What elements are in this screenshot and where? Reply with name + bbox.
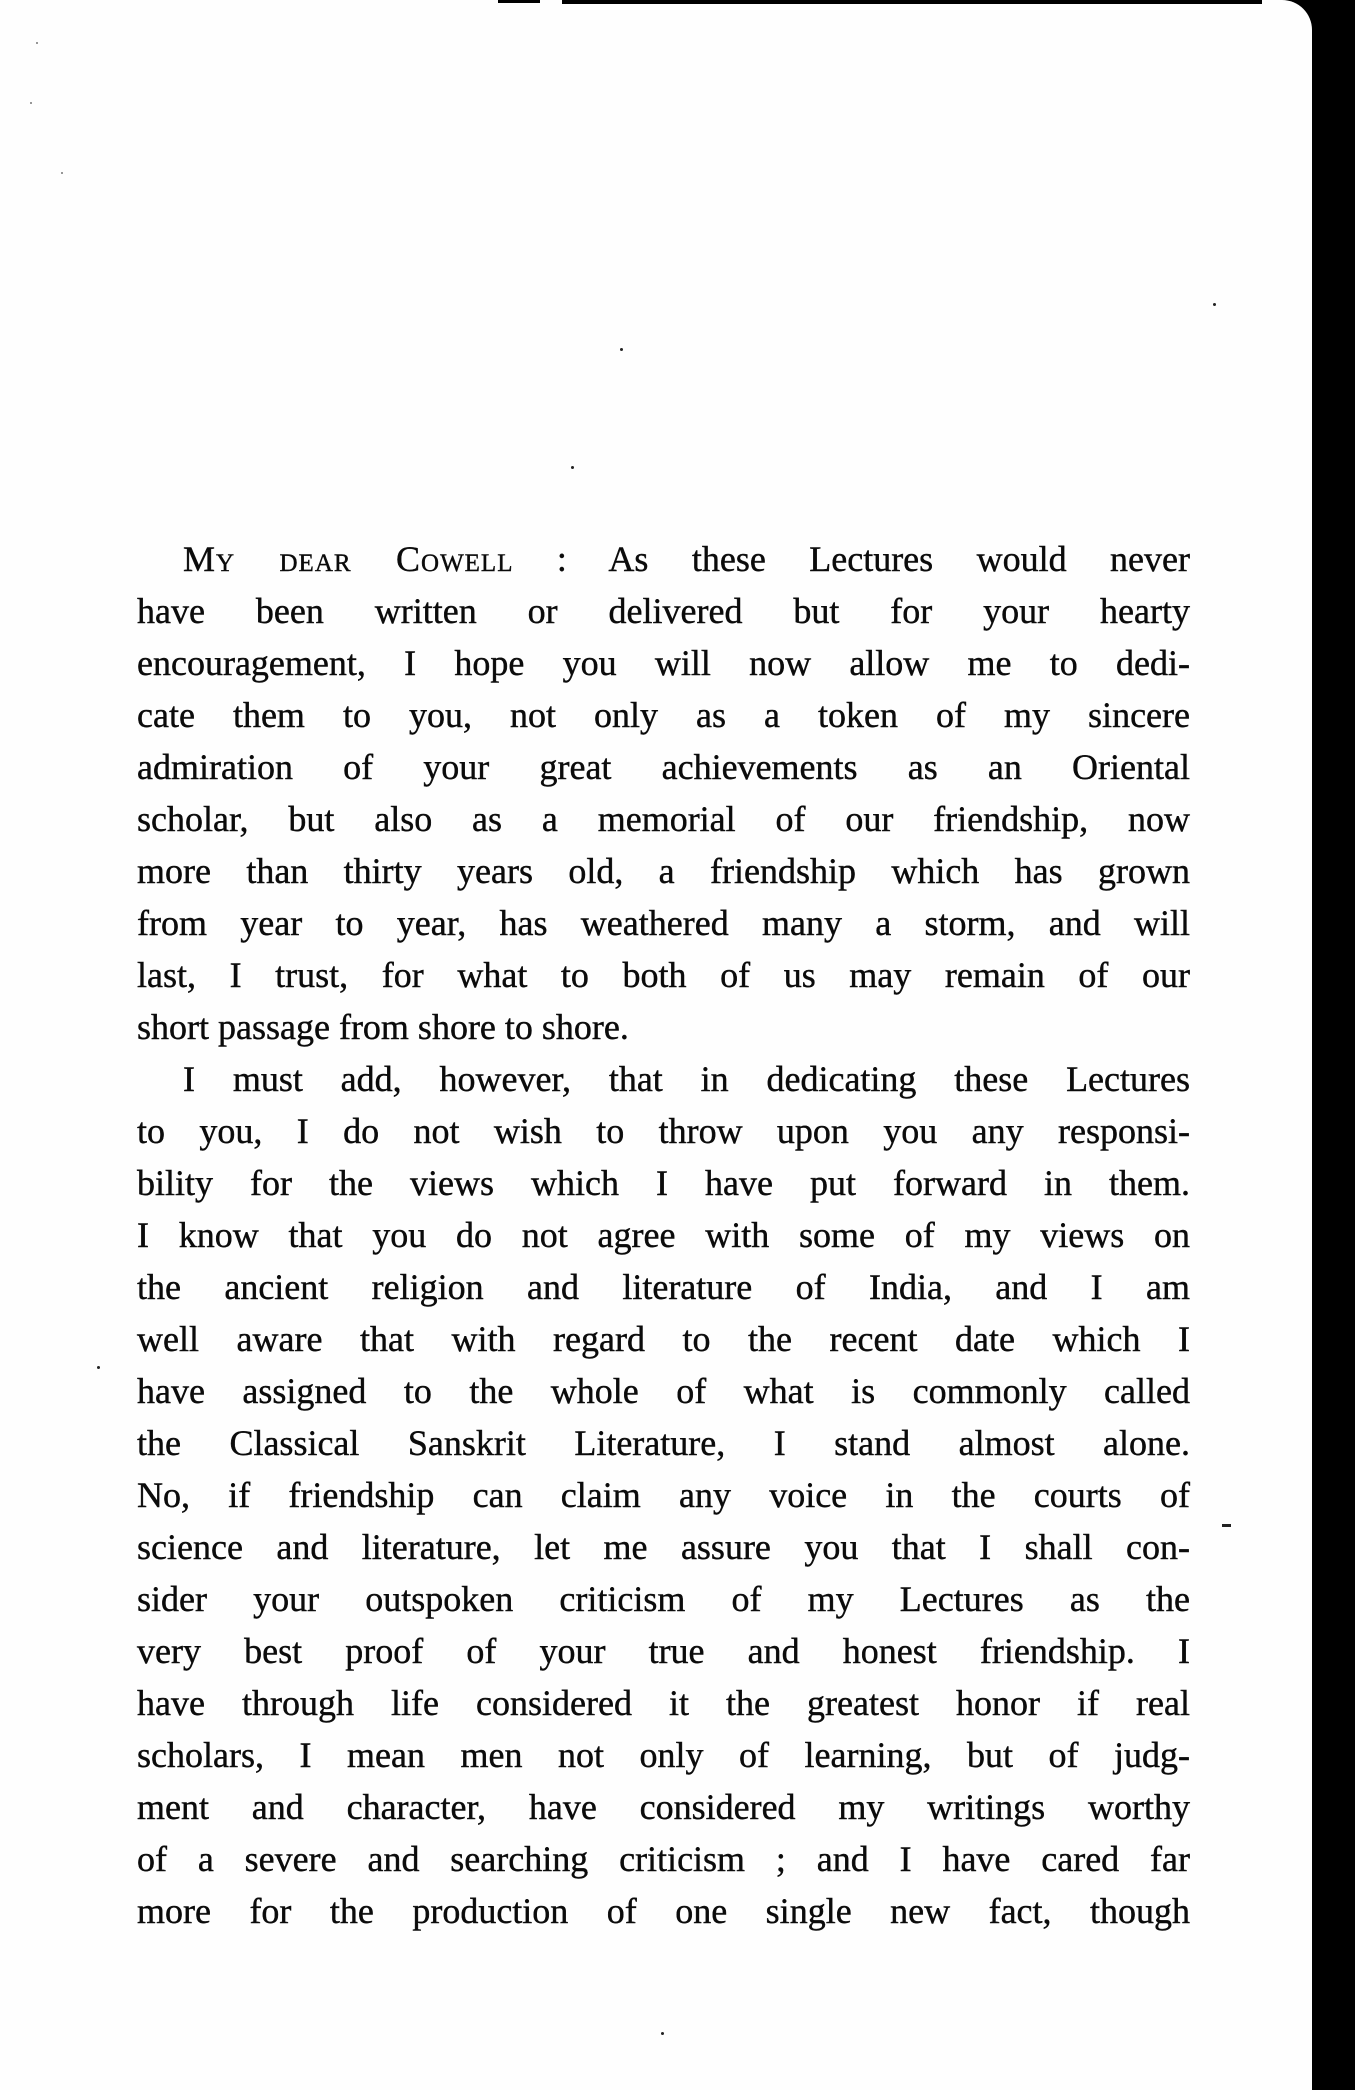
text-line: short passage from shore to shore. <box>137 1007 629 1047</box>
scan-top-edge-artifact <box>498 0 540 3</box>
text-line: of a severe and searching criticism ; and I have cared far <box>137 1839 1190 1879</box>
text-line: have through life considered it the greatest honor if real <box>137 1683 1190 1723</box>
text-line: have been written or delivered but for your hearty <box>137 591 1190 631</box>
salutation: My dear Cowell <box>183 539 514 579</box>
text-line: the ancient religion and literature of India, and I am <box>137 1267 1190 1307</box>
text-line: sider your outspoken criticism of my Lectures as the <box>137 1579 1190 1619</box>
scan-speck <box>571 466 574 469</box>
text-line: last, I trust, for what to both of us may remain of our <box>137 955 1190 995</box>
text-line: cate them to you, not only as a token of my sincere <box>137 695 1190 735</box>
scan-speck <box>620 348 623 351</box>
text-line: scholar, but also as a memorial of our friendship, now <box>137 799 1190 839</box>
scan-speck <box>61 172 63 174</box>
text-line: have assigned to the whole of what is commonly called <box>137 1371 1190 1411</box>
text-line: No, if friendship can claim any voice in the courts of <box>137 1475 1190 1515</box>
text-line: encouragement, I hope you will now allow me to dedi- <box>137 643 1190 683</box>
scan-speck <box>97 1366 100 1369</box>
text-line: I must add, however, that in dedicating these Lectures <box>183 1059 1190 1099</box>
scan-speck <box>30 102 32 104</box>
salutation-rest: : As these Lectures would never <box>513 539 1190 579</box>
text-line: more for the production of one single new fact, though <box>137 1891 1190 1931</box>
text-line: to you, I do not wish to throw upon you any responsi- <box>137 1111 1190 1151</box>
scan-speck <box>1222 1524 1231 1527</box>
text-line: science and literature, let me assure you that I shall con- <box>137 1527 1190 1567</box>
scan-speck <box>661 2032 664 2035</box>
text-line: admiration of your great achievements as an Oriental <box>137 747 1190 787</box>
text-line: ment and character, have considered my writings worthy <box>137 1787 1190 1827</box>
scan-speck <box>1213 303 1216 306</box>
scan-top-edge-artifact <box>562 0 1262 4</box>
text-line: bility for the views which I have put forward in them. <box>137 1163 1190 1203</box>
text-line: scholars, I mean men not only of learning, but of judg- <box>137 1735 1190 1775</box>
scan-speck <box>36 42 38 44</box>
dedication-letter <box>137 533 1190 1937</box>
text-line: I know that you do not agree with some of my views on <box>137 1215 1190 1255</box>
text-line: well aware that with regard to the recent date which I <box>137 1319 1190 1359</box>
text-line: from year to year, has weathered many a storm, and will <box>137 903 1190 943</box>
text-line: very best proof of your true and honest friendship. I <box>137 1631 1190 1671</box>
text-line <box>137 533 1190 585</box>
text-line: more than thirty years old, a friendship which has grown <box>137 851 1190 891</box>
text-line: the Classical Sanskrit Literature, I stand almost alone. <box>137 1423 1190 1463</box>
